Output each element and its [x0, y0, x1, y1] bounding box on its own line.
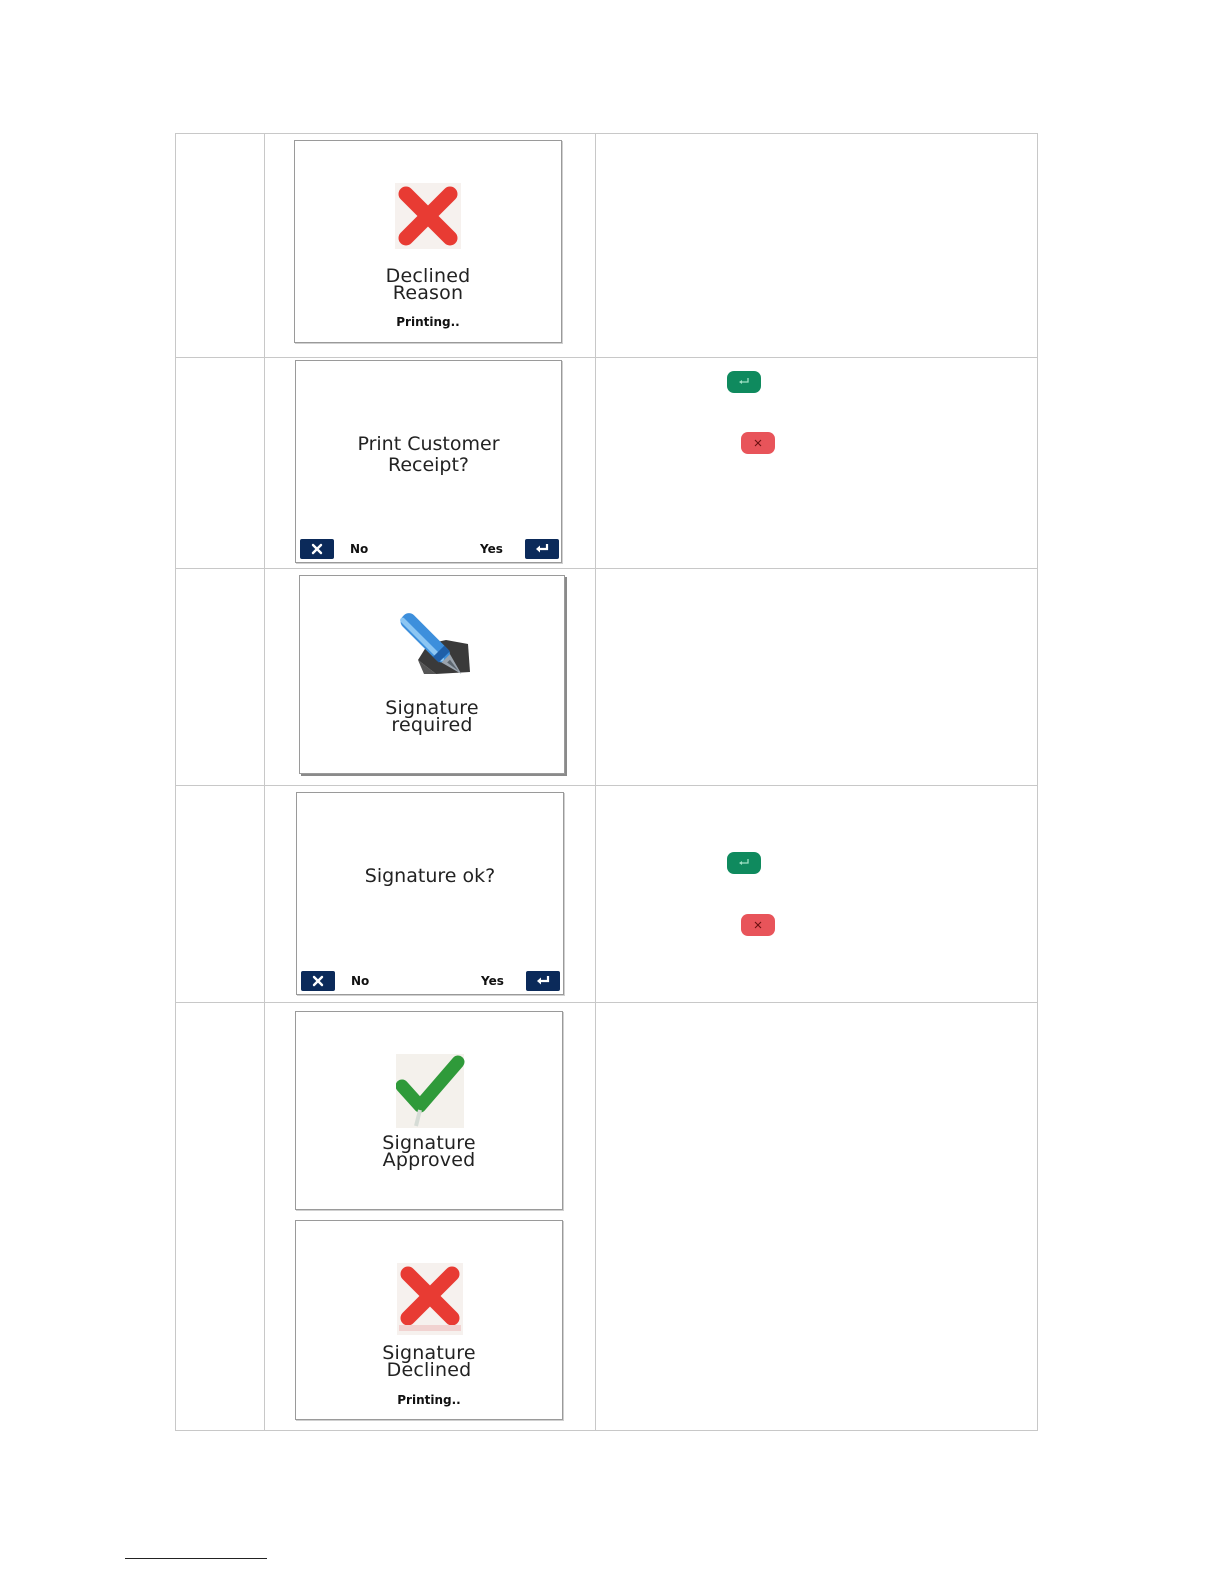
red-cancel-key-icon	[741, 432, 775, 454]
yes-label: Yes	[480, 542, 503, 556]
red-cancel-key-icon	[741, 914, 775, 936]
red-x-icon	[395, 1261, 465, 1337]
red-x-icon	[393, 181, 463, 251]
no-key-button[interactable]	[300, 539, 334, 559]
print-customer-receipt-screen	[295, 360, 562, 563]
no-label: No	[351, 974, 370, 988]
printing-status: Printing..	[397, 1393, 461, 1407]
close-icon	[311, 543, 323, 555]
screen-title: Signature ok?	[364, 865, 496, 887]
green-enter-key-icon	[727, 852, 761, 874]
enter-icon	[535, 543, 549, 555]
column-divider	[264, 133, 265, 1431]
screen-title-line-2: Receipt?	[387, 454, 470, 476]
pen-signature-icon	[388, 602, 478, 692]
row-divider	[175, 357, 1038, 358]
row-divider	[175, 785, 1038, 786]
screen-title-line-2: Declined	[386, 1359, 472, 1381]
screen-title-line-2: Approved	[382, 1149, 476, 1171]
declined-reason-screen	[294, 140, 562, 343]
table-border-bottom	[175, 1430, 1038, 1431]
signature-required-screen	[299, 575, 565, 774]
yes-label: Yes	[481, 974, 504, 988]
printing-status: Printing..	[396, 315, 460, 329]
table-border-right	[1037, 133, 1038, 1431]
screen-title-line-1: Signature	[382, 1342, 476, 1364]
column-divider	[595, 133, 596, 1431]
screen-title-line-1: Signature	[385, 697, 479, 719]
signature-approved-screen	[295, 1011, 563, 1210]
green-check-icon	[396, 1052, 466, 1128]
signature-ok-screen	[296, 792, 564, 995]
signature-declined-screen	[295, 1220, 563, 1420]
table-border-left	[175, 133, 176, 1431]
green-enter-key-icon	[727, 371, 761, 393]
row-divider	[175, 1002, 1038, 1003]
no-label: No	[350, 542, 369, 556]
enter-icon	[536, 975, 550, 987]
screen-title-line-1: Declined	[385, 265, 471, 287]
screen-title-line-1: Print Customer	[357, 433, 500, 455]
screen-title-line-2: required	[391, 714, 473, 736]
yes-key-button[interactable]	[525, 539, 559, 559]
no-key-button[interactable]	[301, 971, 335, 991]
footnote-rule	[125, 1558, 267, 1559]
table-border-top	[175, 133, 1038, 134]
screen-title-line-2: Reason	[392, 282, 464, 304]
row-divider	[175, 568, 1038, 569]
screen-title-line-1: Signature	[382, 1132, 476, 1154]
close-icon	[312, 975, 324, 987]
yes-key-button[interactable]	[526, 971, 560, 991]
